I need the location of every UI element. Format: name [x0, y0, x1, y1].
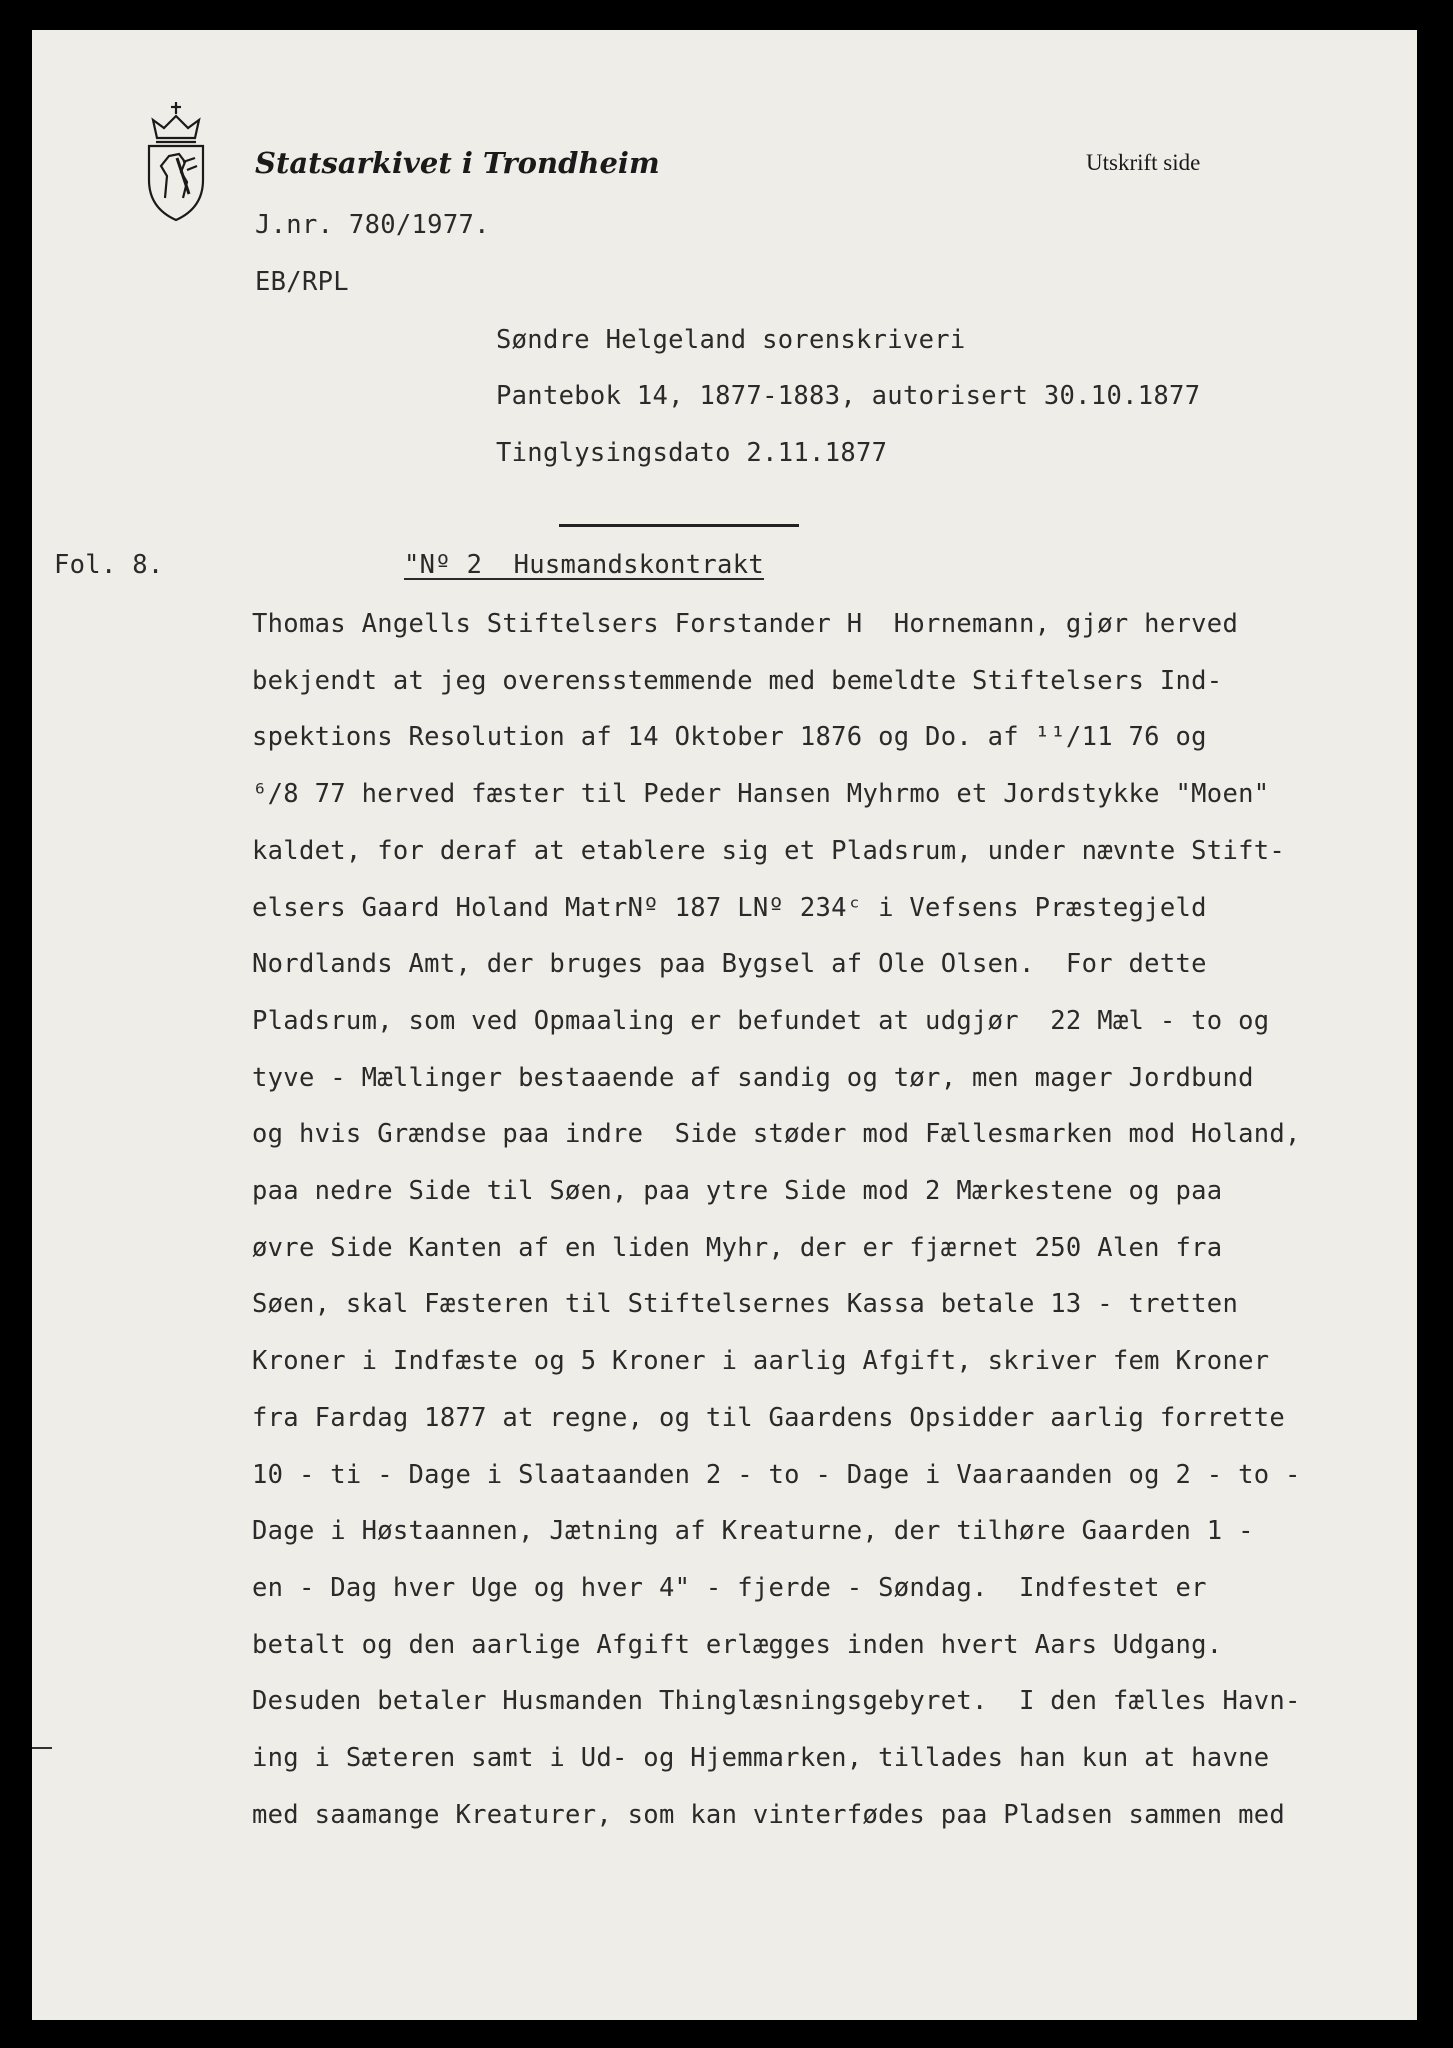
pantebok-reference: Pantebok 14, 1877-1883, autorisert 30.10.1877 — [496, 381, 1201, 411]
body-line: Søen, skal Fæsteren til Stiftelsernes Kassa betale 13 - tretten — [252, 1289, 1239, 1320]
body-line: med saamange Kreaturer, som kan vinterfødes paa Pladsen sammen med — [252, 1799, 1286, 1830]
body-line: øvre Side Kanten af en liden Myhr, der er fjærnet 250 Alen fra — [252, 1232, 1223, 1263]
body-line: Kroner i Indfæste og 5 Kroner i aarlig Afgift, skriver fem Kroner — [252, 1346, 1270, 1377]
body-line: ⁶/8 77 herved fæster til Peder Hansen Myhrmo et Jordstykke "Moen" — [252, 779, 1270, 810]
utskrift-label: Utskrift side — [1086, 150, 1201, 175]
coat-of-arms-icon — [143, 100, 209, 224]
court-name: Søndre Helgeland sorenskriveri — [496, 325, 966, 355]
separator-rule — [559, 524, 799, 527]
body-line: bekjendt at jeg overensstemmende med bemeldte Stiftelsers Ind- — [252, 665, 1223, 696]
body-line: Dage i Høstaannen, Jætning af Kreaturne, der tilhøre Gaarden 1 - — [252, 1516, 1254, 1547]
body-line: 10 - ti - Dage i Slaataanden 2 - to - Dage i Vaaraanden og 2 - to - — [252, 1459, 1301, 1490]
body-line: Desuden betaler Husmanden Thinglæsningsgebyret. I den fælles Havn- — [252, 1686, 1301, 1717]
archive-name: Statsarkivet i Trondheim — [255, 146, 660, 180]
body-line: tyve - Mællinger bestaaende af sandig og tør, men mager Jordbund — [252, 1062, 1254, 1093]
document-title: "Nº 2 Husmandskontrakt — [404, 550, 765, 580]
margin-mark — [32, 1747, 52, 1749]
body-line: elsers Gaard Holand MatrNº 187 LNº 234ᶜ i Vefsens Præstegjeld — [252, 892, 1207, 923]
body-line: spektions Resolution af 14 Oktober 1876 og Do. af ¹¹/11 76 og — [252, 722, 1207, 753]
body-line: paa nedre Side til Søen, paa ytre Side mod 2 Mærkestene og paa — [252, 1176, 1223, 1206]
body-line: og hvis Grændse paa indre Side støder mod Fællesmarken mod Holand, — [252, 1119, 1301, 1150]
body-line: Nordlands Amt, der bruges paa Bygsel af Ole Olsen. For dette — [252, 949, 1207, 980]
registration-date: Tinglysingsdato 2.11.1877 — [496, 438, 888, 468]
journal-number: J.nr. 780/1977. — [255, 210, 490, 240]
body-line: fra Fardag 1877 at regne, og til Gaardens Opsidder aarlig forrette — [252, 1402, 1286, 1433]
body-line: betalt og den aarlige Afgift erlægges inden hvert Aars Udgang. — [252, 1629, 1223, 1660]
body-line: Pladsrum, som ved Opmaaling er befundet at udgjør 22 Mæl - to og — [252, 1005, 1270, 1036]
body-line: kaldet, for deraf at etablere sig et Pladsrum, under nævnte Stift- — [252, 835, 1286, 866]
body-line: en - Dag hver Uge og hver 4" - fjerde - Søndag. Indfestet er — [252, 1572, 1207, 1603]
body-line: ing i Sæteren samt i Ud- og Hjemmarken, tillades han kun at havne — [252, 1743, 1270, 1773]
body-line: Thomas Angells Stiftelsers Forstander H Hornemann, gjør herved — [252, 609, 1239, 639]
folio-number: Fol. 8. — [54, 550, 164, 580]
initials: EB/RPL — [255, 267, 349, 297]
